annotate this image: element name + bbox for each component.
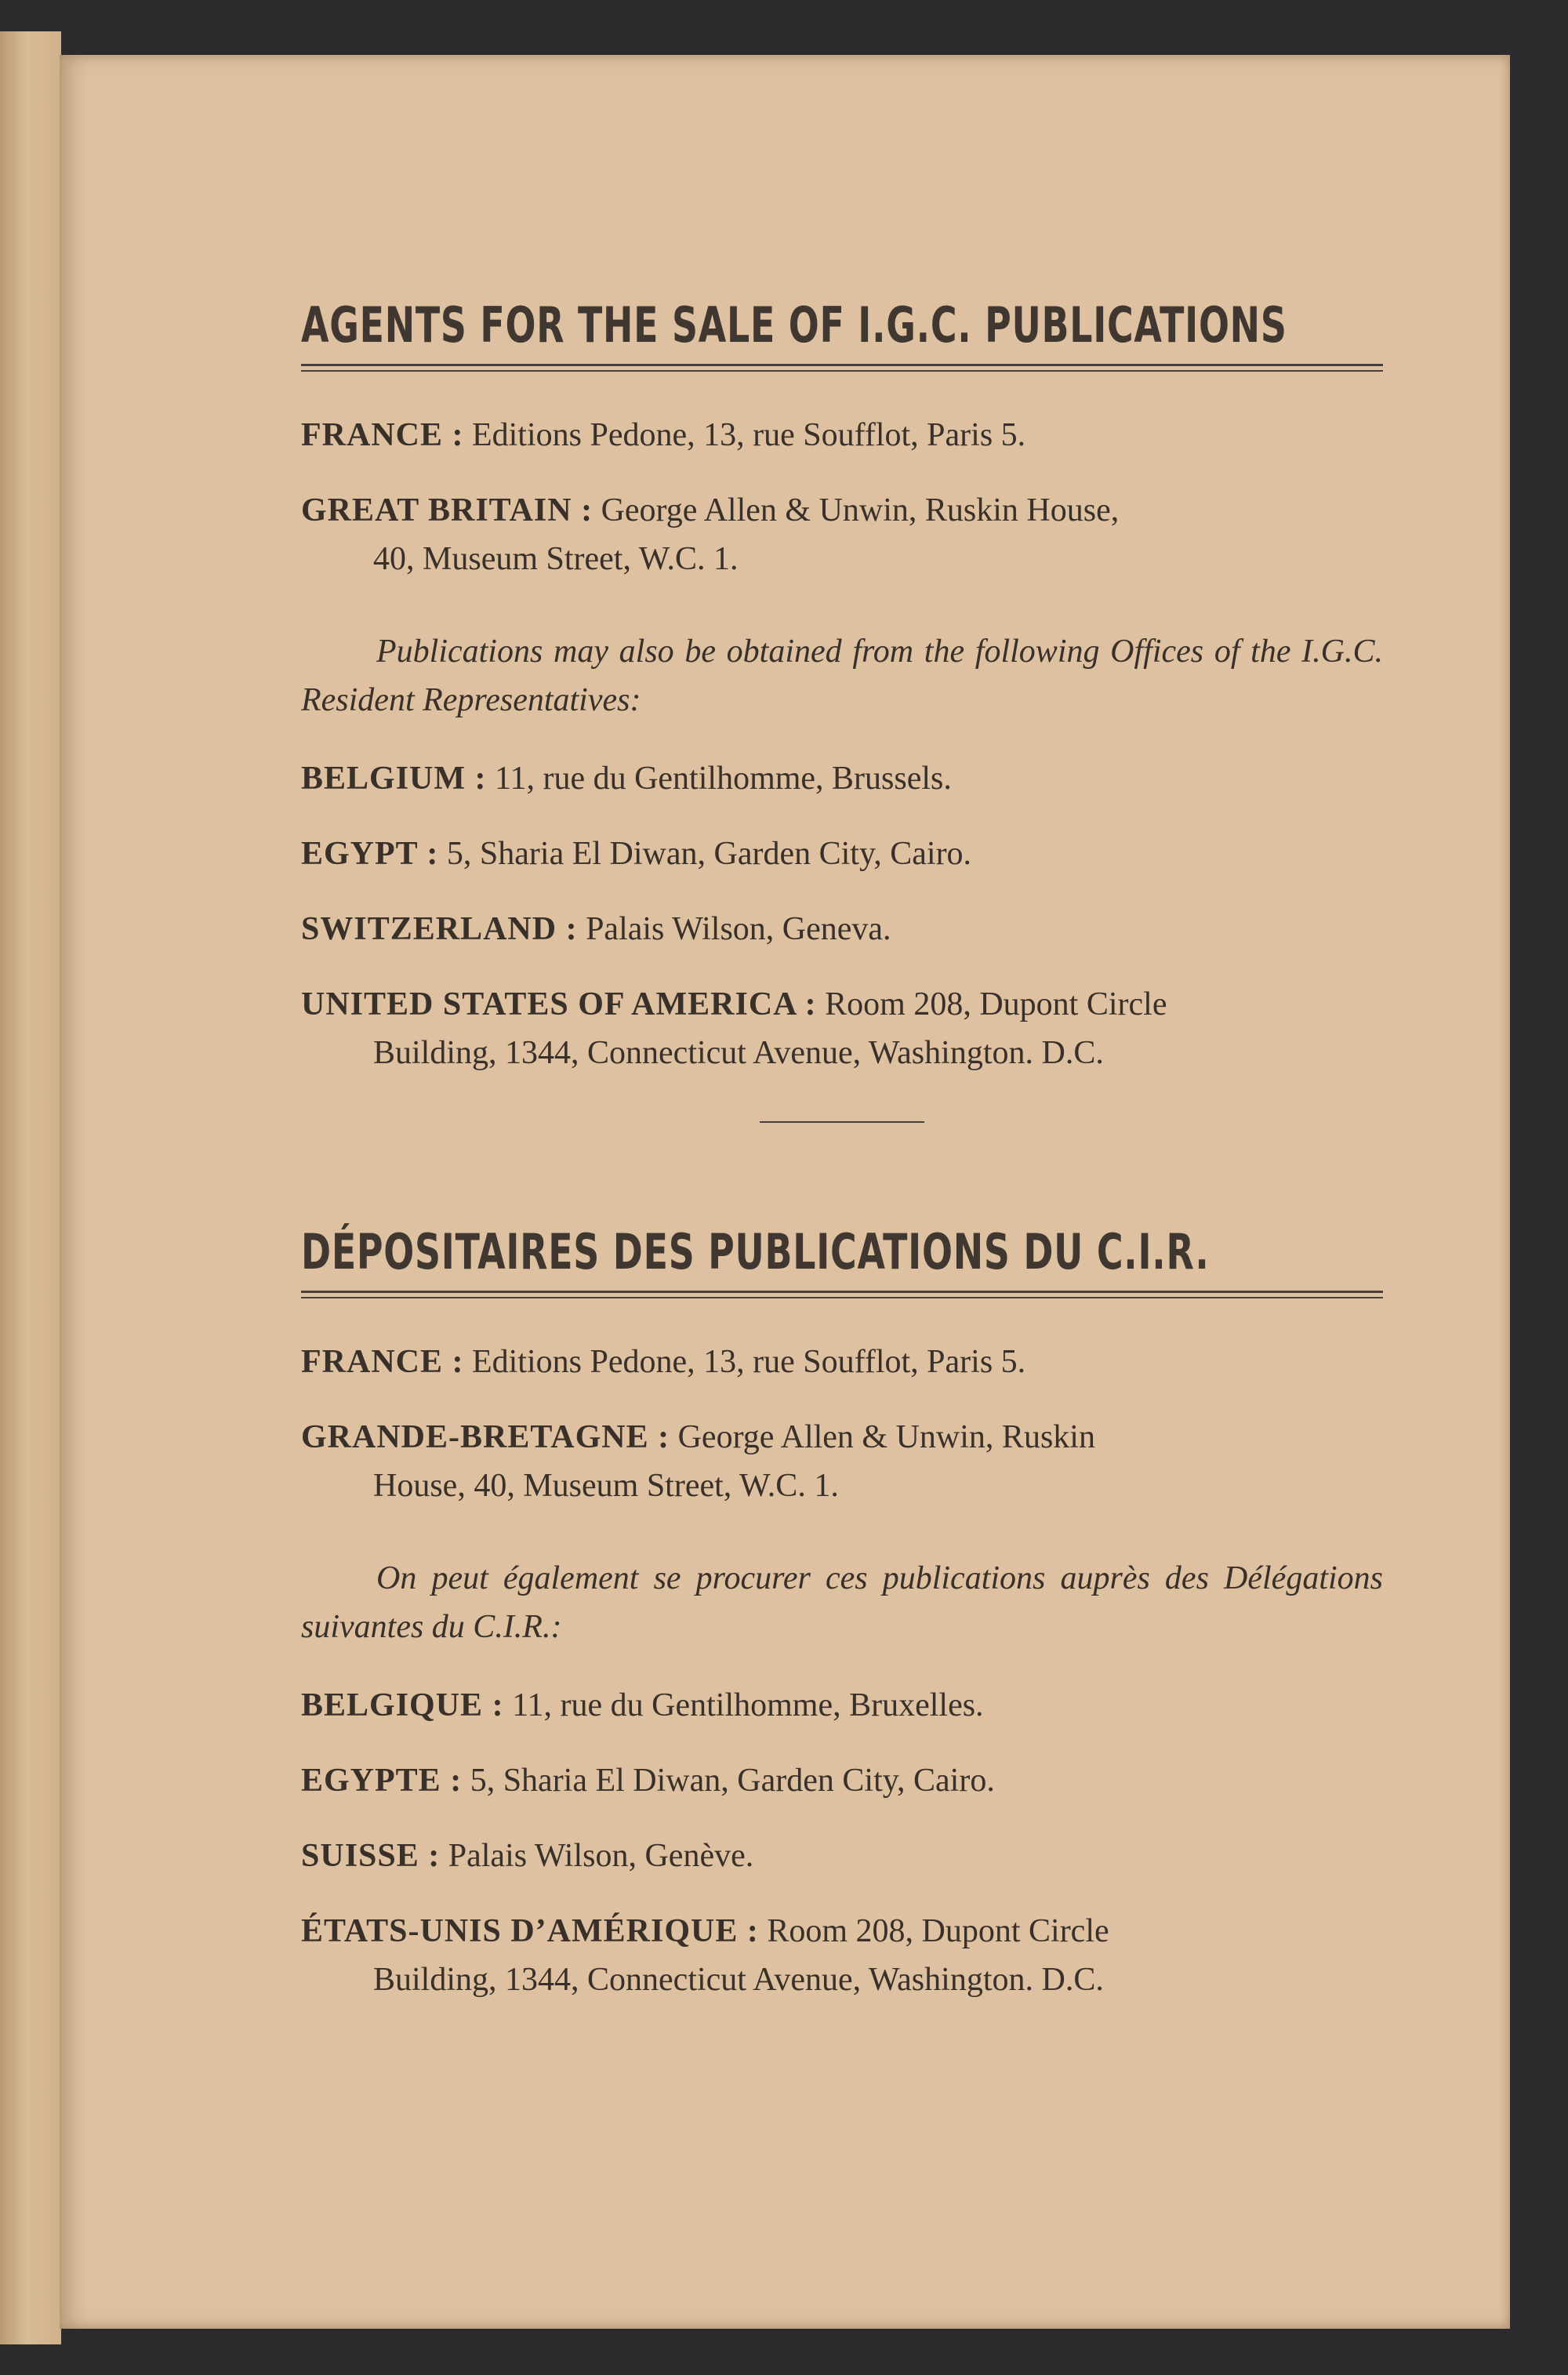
- entry-label: EGYPTE :: [301, 1763, 463, 1799]
- entry-text: Editions Pedone, 13, rue Soufflot, Paris 5.: [471, 1344, 1026, 1380]
- entry-label: UNITED STATES OF AMERICA :: [301, 986, 817, 1022]
- book-spine: [0, 31, 61, 2344]
- english-section: [301, 290, 1383, 1077]
- entry-text: 5, Sharia El Diwan, Garden City, Cairo.: [470, 1763, 995, 1799]
- entry-label: ÉTATS-UNIS D’AMÉRIQUE :: [301, 1913, 759, 1949]
- entry-text: Editions Pedone, 13, rue Soufflot, Paris 5.: [471, 417, 1026, 453]
- office-entry-egypt: [301, 830, 1383, 878]
- french-note: On peut également se procurer ces publications auprès des Délégations suivantes du C.I.R.:: [301, 1560, 1383, 1645]
- entry-label: BELGIUM :: [301, 761, 487, 797]
- heading-double-rule: [301, 1291, 1383, 1298]
- entry-text: 11, rue du Gentilhomme, Brussels.: [495, 761, 952, 797]
- entry-text: Palais Wilson, Geneva.: [586, 911, 891, 947]
- entry-text: George Allen & Unwin, Ruskin House,: [601, 492, 1120, 528]
- entry-text: Room 208, Dupont Circle: [767, 1913, 1109, 1949]
- office-entry-usa: [301, 980, 1383, 1077]
- entry-text-continued: 40, Museum Street, W.C. 1.: [373, 541, 739, 577]
- agent-entry-great-britain: [301, 486, 1383, 583]
- entry-label: SUISSE :: [301, 1838, 441, 1874]
- french-heading: DÉPOSITAIRES DES PUBLICATIONS DU C.I.R.: [301, 1223, 1210, 1280]
- french-section: [301, 1217, 1383, 2004]
- entry-text: Palais Wilson, Genève.: [448, 1838, 754, 1874]
- entry-text-continued: Building, 1344, Connecticut Avenue, Washington. D.C.: [373, 1962, 1104, 1998]
- entry-label: FRANCE :: [301, 1344, 464, 1380]
- entry-label: GRANDE-BRETAGNE :: [301, 1419, 670, 1455]
- office-entry-switzerland: [301, 905, 1383, 953]
- agent-entry-france-fr: [301, 1338, 1383, 1386]
- english-note: Publications may also be obtained from the following Offices of the I.G.C. Resident Representatives:: [301, 634, 1383, 718]
- office-entry-egypte: [301, 1756, 1383, 1805]
- document-page: [60, 55, 1510, 2329]
- section-divider: [760, 1121, 924, 1123]
- entry-text: 11, rue du Gentilhomme, Bruxelles.: [512, 1687, 984, 1723]
- agent-entry-france: [301, 411, 1383, 459]
- entry-text: George Allen & Unwin, Ruskin: [677, 1419, 1095, 1455]
- entry-label: SWITZERLAND :: [301, 911, 578, 947]
- entry-text-continued: Building, 1344, Connecticut Avenue, Washington. D.C.: [373, 1035, 1104, 1071]
- agent-entry-grande-bretagne: [301, 1413, 1383, 1510]
- entry-text: Room 208, Dupont Circle: [825, 986, 1167, 1022]
- office-entry-belgium: [301, 754, 1383, 803]
- entry-label: GREAT BRITAIN :: [301, 492, 593, 528]
- office-entry-belgique: [301, 1681, 1383, 1730]
- entry-label: BELGIQUE :: [301, 1687, 504, 1723]
- entry-text-continued: House, 40, Museum Street, W.C. 1.: [373, 1468, 839, 1504]
- office-entry-suisse: [301, 1832, 1383, 1880]
- entry-text: 5, Sharia El Diwan, Garden City, Cairo.: [446, 836, 972, 872]
- english-heading: AGENTS FOR THE SALE OF I.G.C. PUBLICATIONS: [301, 296, 1287, 354]
- entry-label: EGYPT :: [301, 836, 439, 872]
- office-entry-etats-unis: [301, 1907, 1383, 2004]
- entry-label: FRANCE :: [301, 417, 464, 453]
- heading-double-rule: [301, 364, 1383, 372]
- page-content: [301, 290, 1383, 2031]
